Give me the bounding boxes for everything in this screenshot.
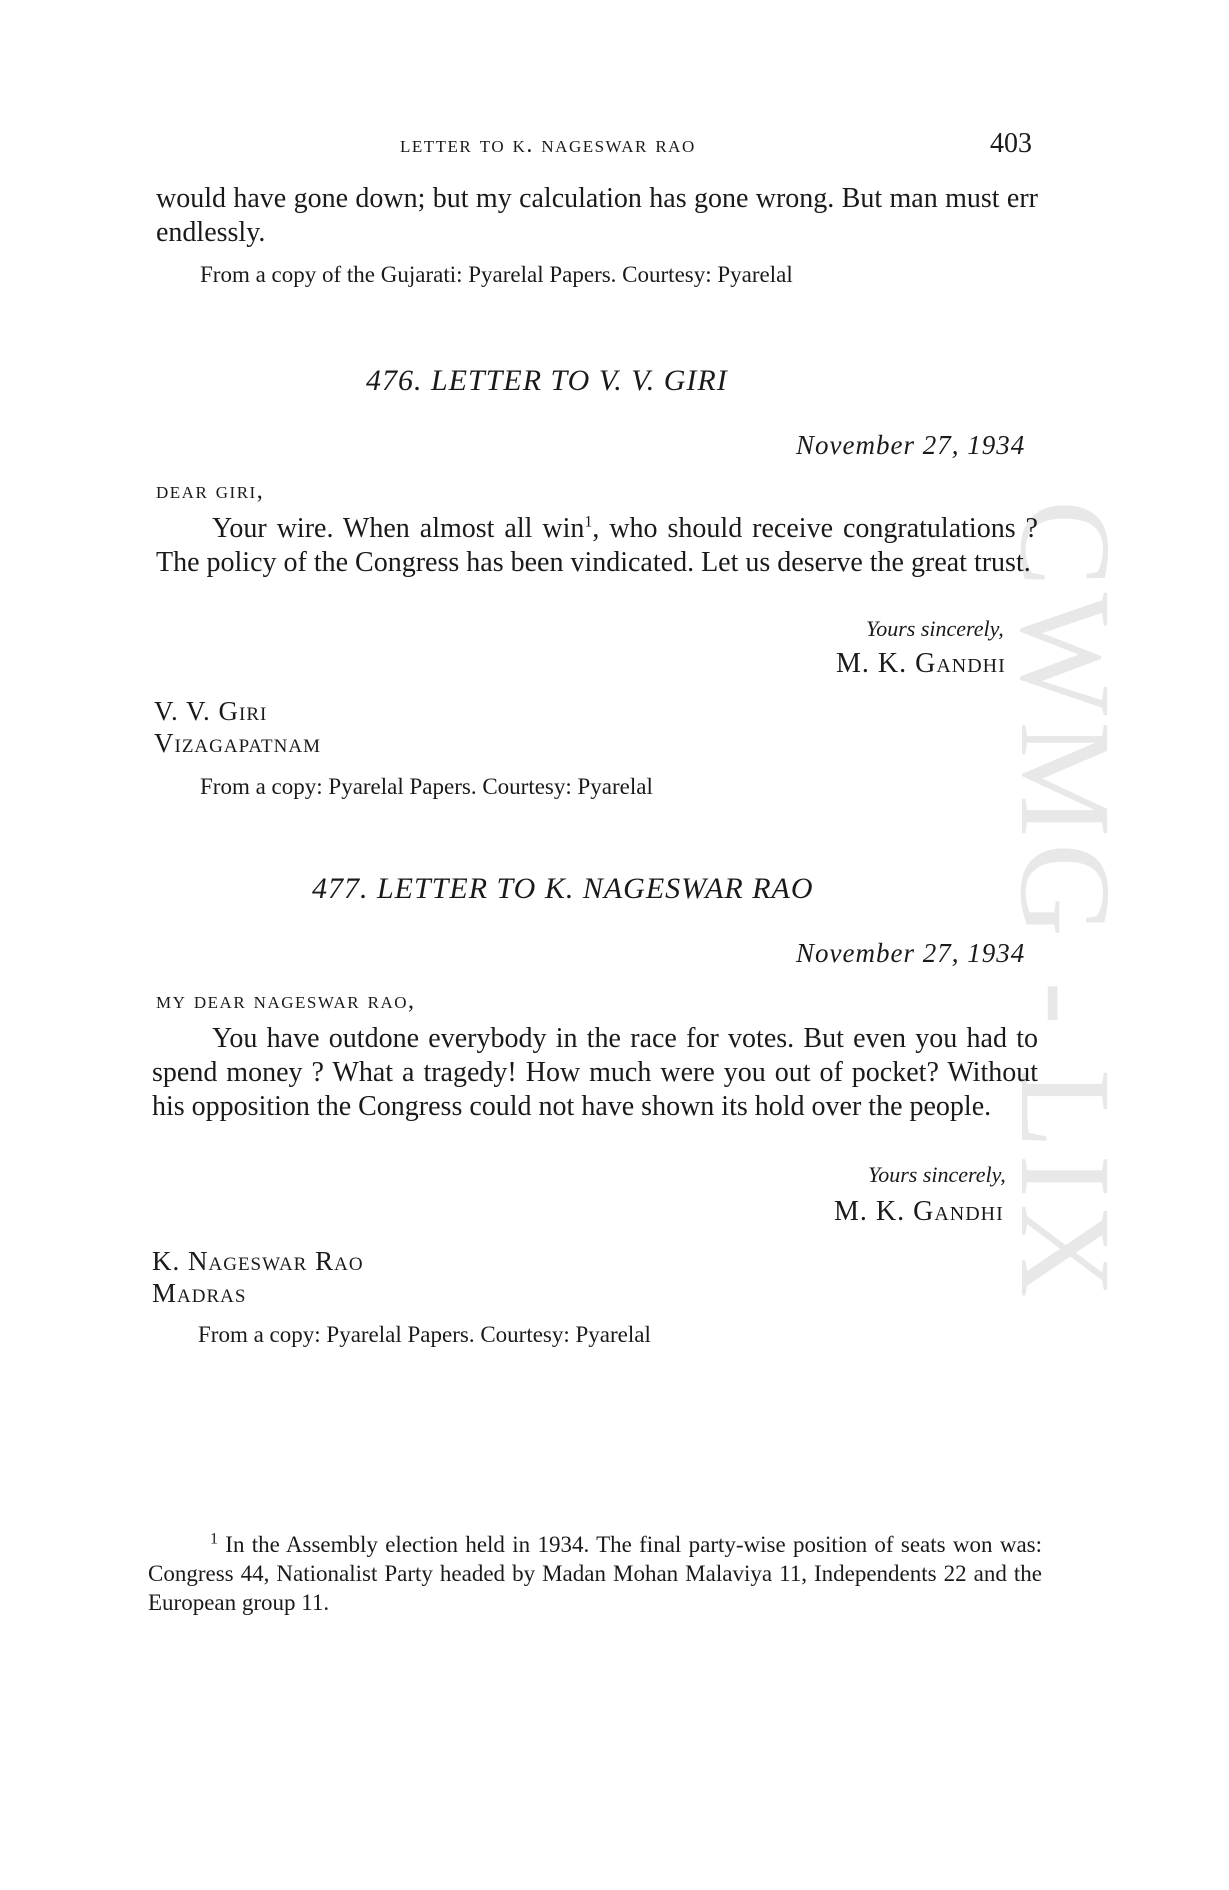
letter-476-title: 476. LETTER TO V. V. GIRI — [366, 364, 728, 397]
letter-476-addressee-place: Vizagapatnam — [154, 728, 321, 758]
letter-476-salutation: dear giri, — [156, 478, 265, 504]
letter-476-date: November 27, 1934 — [796, 430, 1026, 460]
letter-477-signature: M. K. Gandhi — [834, 1196, 1004, 1227]
letter-477-source: From a copy: Pyarelal Papers. Courtesy: Pyarelal — [198, 1322, 651, 1347]
letter-477-closing: Yours sincerely, — [868, 1162, 1006, 1187]
letter-476-source: From a copy: Pyarelal Papers. Courtesy: Pyarelal — [200, 774, 653, 799]
continuation-paragraph: would have gone down; but my calculation has gone wrong. But man must err endlessly. — [156, 183, 1038, 248]
letter-477-date: November 27, 1934 — [796, 938, 1026, 968]
letter-477-salutation: my dear nageswar rao, — [156, 988, 416, 1014]
page-number: 403 — [990, 128, 1032, 159]
letter-476-closing: Yours sincerely, — [866, 616, 1004, 641]
letter-477-addressee-name: K. Nageswar Rao — [152, 1246, 364, 1276]
watermark: CWMG - LIX — [993, 500, 1137, 1304]
footnote — [148, 1530, 1042, 1617]
continuation-source: From a copy of the Gujarati: Pyarelal Papers. Courtesy: Pyarelal — [200, 262, 793, 287]
running-title: letter to k. nageswar rao — [400, 132, 696, 158]
letter-476-body — [156, 512, 1038, 580]
footnote-marker: 1 — [210, 1530, 218, 1548]
footnote-text: In the Assembly election held in 1934. The final party-wise position of seats won was: Congress 44, Nationalist Party headed by Madan Mohan Malaviya 11, Independents 22 and the European group 11. — [148, 1532, 1042, 1615]
letter-477-addressee-place: Madras — [152, 1278, 247, 1308]
footnote-ref: 1 — [584, 513, 593, 531]
letter-477-title: 477. LETTER TO K. NAGESWAR RAO — [312, 872, 814, 905]
letter-477-body: You have outdone everybody in the race for votes. But even you had to spend money ? What a tragedy! How much were you out of pocket? Without his opposition the Congress could not have shown its hold over the people. — [152, 1023, 1038, 1122]
letter-476-signature: M. K. Gandhi — [836, 648, 1006, 679]
letter-476-body-part1: Your wire. When almost all win — [212, 513, 585, 544]
letter-476-addressee-name: V. V. Giri — [154, 696, 268, 726]
letter-476-body-part2: , who should receive congratulations ? The policy of the Congress has been vindicated. Let us deserve the great trust. — [156, 513, 1038, 578]
